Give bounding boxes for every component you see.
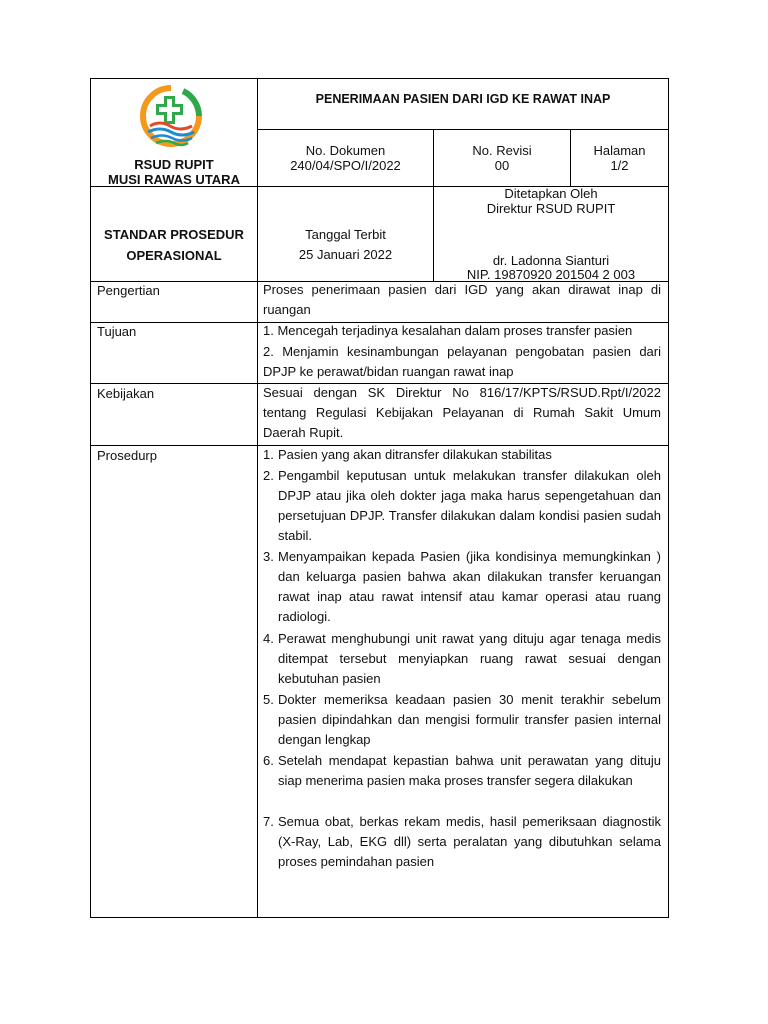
issue-date-value: 25 Januari 2022 <box>298 247 393 262</box>
kebijakan-text-line1: Sesuai dengan SK Direktur No 816/17/KPTS/RSUD.Rpt/I/2022 <box>263 385 661 400</box>
prosedur-step: Pasien yang akan ditransfer dilakukan stabilitas <box>278 447 552 462</box>
prosedur-step: Semua obat, berkas rekam medis, hasil pemeriksaan diagnostik (X-Ray, Lab, EKG dll) serta peralatan yang dibutuhkan selama proses pemindahan pasien <box>278 814 661 869</box>
pengertian-label: Pengertian <box>97 283 160 298</box>
sop-label-line2: OPERASIONAL <box>126 248 222 263</box>
kebijakan-text-line3: Daerah Rupit. <box>263 425 344 440</box>
rsud-rupit-logo <box>136 82 206 154</box>
set-by-title: Direktur RSUD RUPIT <box>486 201 616 216</box>
table-col-divider <box>257 78 258 918</box>
table-border-top <box>90 78 669 79</box>
doc-number-value: 240/04/SPO/I/2022 <box>290 158 401 173</box>
prosedur-number: 6. <box>263 753 274 768</box>
kebijakan-label: Kebijakan <box>97 386 155 401</box>
tujuan-item-1: 1. Mencegah terjadinya kesalahan dalam proses transfer pasien <box>263 323 633 338</box>
prosedur-step: Pengambil keputusan untuk melakukan transfer dilakukan oleh DPJP atau jika oleh dokter jaga maka harus sepengetahuan dan persetujuan DPJP. Transfer dilakukan dalam kondisi pasien sudah stabil. <box>278 468 661 543</box>
prosedur-number: 7. <box>263 814 274 829</box>
kebijakan-text-line2: tentang Regulasi Kebijakan Pelayanan di Rumah Sakit Umum <box>263 405 661 420</box>
prosedur-step: Dokter memeriksa keadaan pasien 30 menit terakhir sebelum pasien dipindahkan dan mengisi formulir transfer pasien internal dengan lengkap <box>278 692 661 747</box>
prosedur-number: 5. <box>263 692 274 707</box>
table-border-right <box>668 78 669 918</box>
revision-value: 00 <box>494 158 510 173</box>
prosedur-step: Setelah mendapat kepastian bahwa unit perawatan yang dituju siap menerima pasien maka proses transfer segera dilakukan <box>278 753 661 788</box>
prosedur-label: Prosedurp <box>97 448 157 463</box>
hospital-region: MUSI RAWAS UTARA <box>108 172 240 187</box>
prosedur-number: 4. <box>263 631 274 646</box>
row-divider-title <box>257 129 669 130</box>
prosedur-number: 2. <box>263 468 274 483</box>
sop-label-line1: STANDAR PROSEDUR <box>104 227 244 242</box>
page-value: 1/2 <box>610 158 629 173</box>
revision-label: No. Revisi <box>472 143 532 158</box>
prosedur-step: Menyampaikan kepada Pasien (jika kondisinya memungkinkan ) dan keluarga pasien bahwa akan dilakukan transfer keruangan rawat inap atau rawat intensif atau kamar operasi atau ruang radiologi. <box>278 549 661 624</box>
director-name: dr. Ladonna Sianturi <box>492 253 610 268</box>
pengertian-text-line2: ruangan <box>263 302 311 317</box>
table-border-bottom <box>90 917 669 918</box>
page-label: Halaman <box>593 143 646 158</box>
prosedur-number: 3. <box>263 549 274 564</box>
doc-number-label: No. Dokumen <box>305 143 386 158</box>
table-border-left <box>90 78 91 918</box>
prosedur-step: Perawat menghubungi unit rawat yang dituju agar tenaga medis ditempat tersebut menyiapkan ruang rawat sesuai dengan kebutuhan pasien <box>278 631 661 686</box>
pengertian-text-line1: Proses penerimaan pasien dari IGD yang akan dirawat inap di <box>263 282 661 297</box>
tujuan-label: Tujuan <box>97 324 137 339</box>
tujuan-item-2-line1: 2. Menjamin kesinambungan pelayanan pengobatan pasien dari <box>263 344 661 359</box>
hospital-name: RSUD RUPIT <box>134 157 214 172</box>
tujuan-item-2-line2: DPJP ke perawat/bidan ruangan rawat inap <box>263 364 514 379</box>
director-nip: NIP. 19870920 201504 2 003 <box>466 267 636 282</box>
set-by-label: Ditetapkan Oleh <box>504 186 598 201</box>
prosedur-number: 1. <box>263 447 274 462</box>
document-title: PENERIMAAN PASIEN DARI IGD KE RAWAT INAP <box>315 92 611 106</box>
issue-date-label: Tanggal Terbit <box>305 227 386 242</box>
